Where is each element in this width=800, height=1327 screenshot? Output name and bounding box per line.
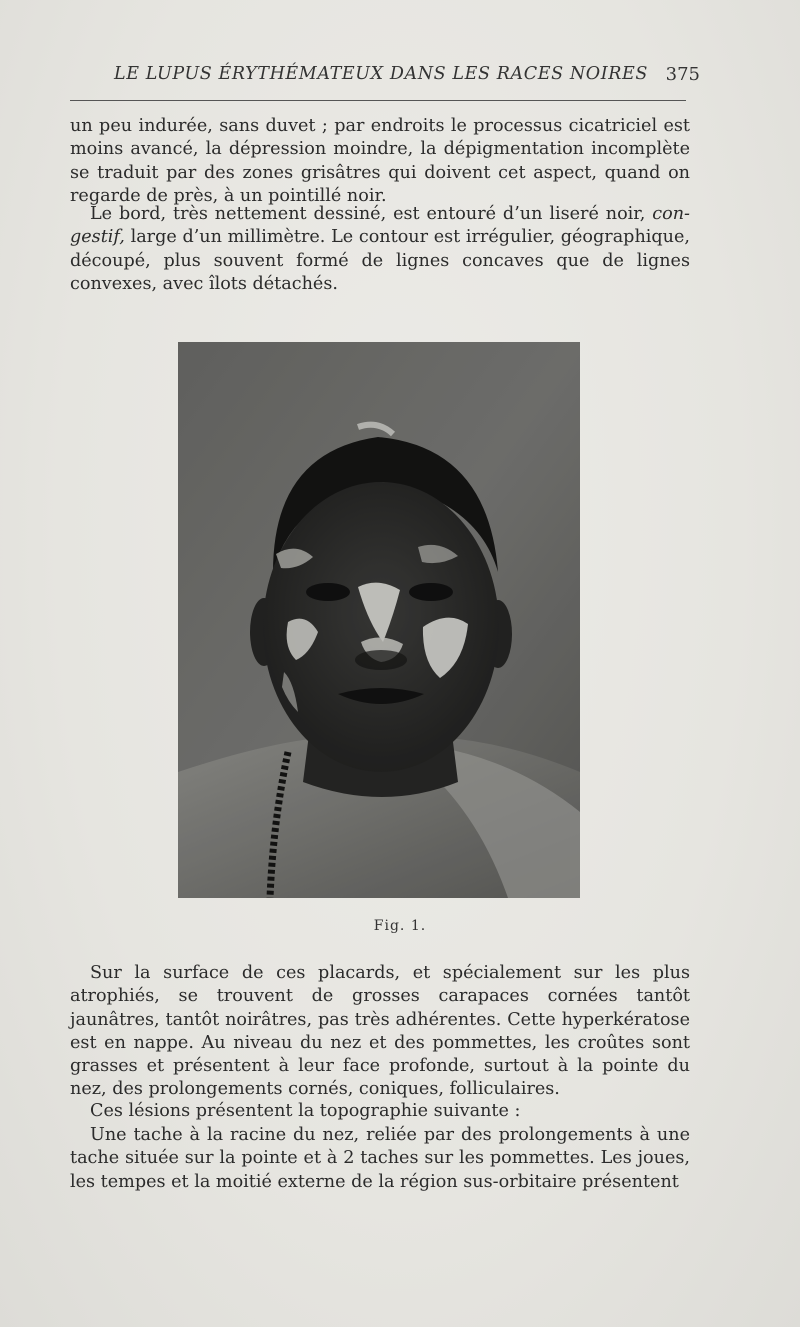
paragraph-2-italic: con-gestif, (70, 204, 690, 248)
paragraph-4: Ces lésions présentent la topographie suivante : (90, 1101, 521, 1121)
paragraph-3: Sur la surface de ces placards, et spécialement sur les plus atrophiés, se trouvent de grosses carapaces cornées tantôt jaunâtres, tantôt noirâtres, pas très adhérentes. Cette hyperkératose est en nappe. Au niveau du nez et des pommettes, les croûtes sont grasses et présentent à leur face profonde, surtout à la pointe du nez, des prolongements cornés, coniques, folliculaires. (70, 963, 690, 1100)
paragraph-2-text-a: Le bord, très nettement dessiné, est entouré d’un liseré noir, (90, 204, 653, 224)
paragraph-1: un peu indurée, sans duvet ; par endroits le processus cicatriciel est moins avancé, la dépression moindre, la dépigmentation incomplète se traduit par des zones grisâtres qui doivent cet aspect, quand on regarde de près, à un pointillé noir. (70, 116, 690, 206)
paragraph-5: Une tache à la racine du nez, reliée par des prolongements à une tache située sur la pointe et à 2 taches sur les pommettes. Les joues, les tempes et la moitié externe de la région sus-orbitaire présentent (70, 1125, 690, 1192)
paragraph-2-text-b: large d’un millimètre. Le contour est irrégulier, géographique, découpé, plus souvent formé de lignes concaves que de lignes convexes, avec îlots détachés. (70, 227, 690, 294)
page-number: 375 (665, 64, 700, 85)
page-header (70, 64, 700, 94)
header-rule (70, 100, 686, 101)
paragraph-2 (70, 203, 690, 296)
running-head: LE LUPUS ÉRYTHÉMATEUX DANS LES RACES NOIRES (114, 64, 648, 84)
figure-caption: Fig. 1. (373, 918, 427, 934)
portrait-photograph (178, 342, 580, 898)
